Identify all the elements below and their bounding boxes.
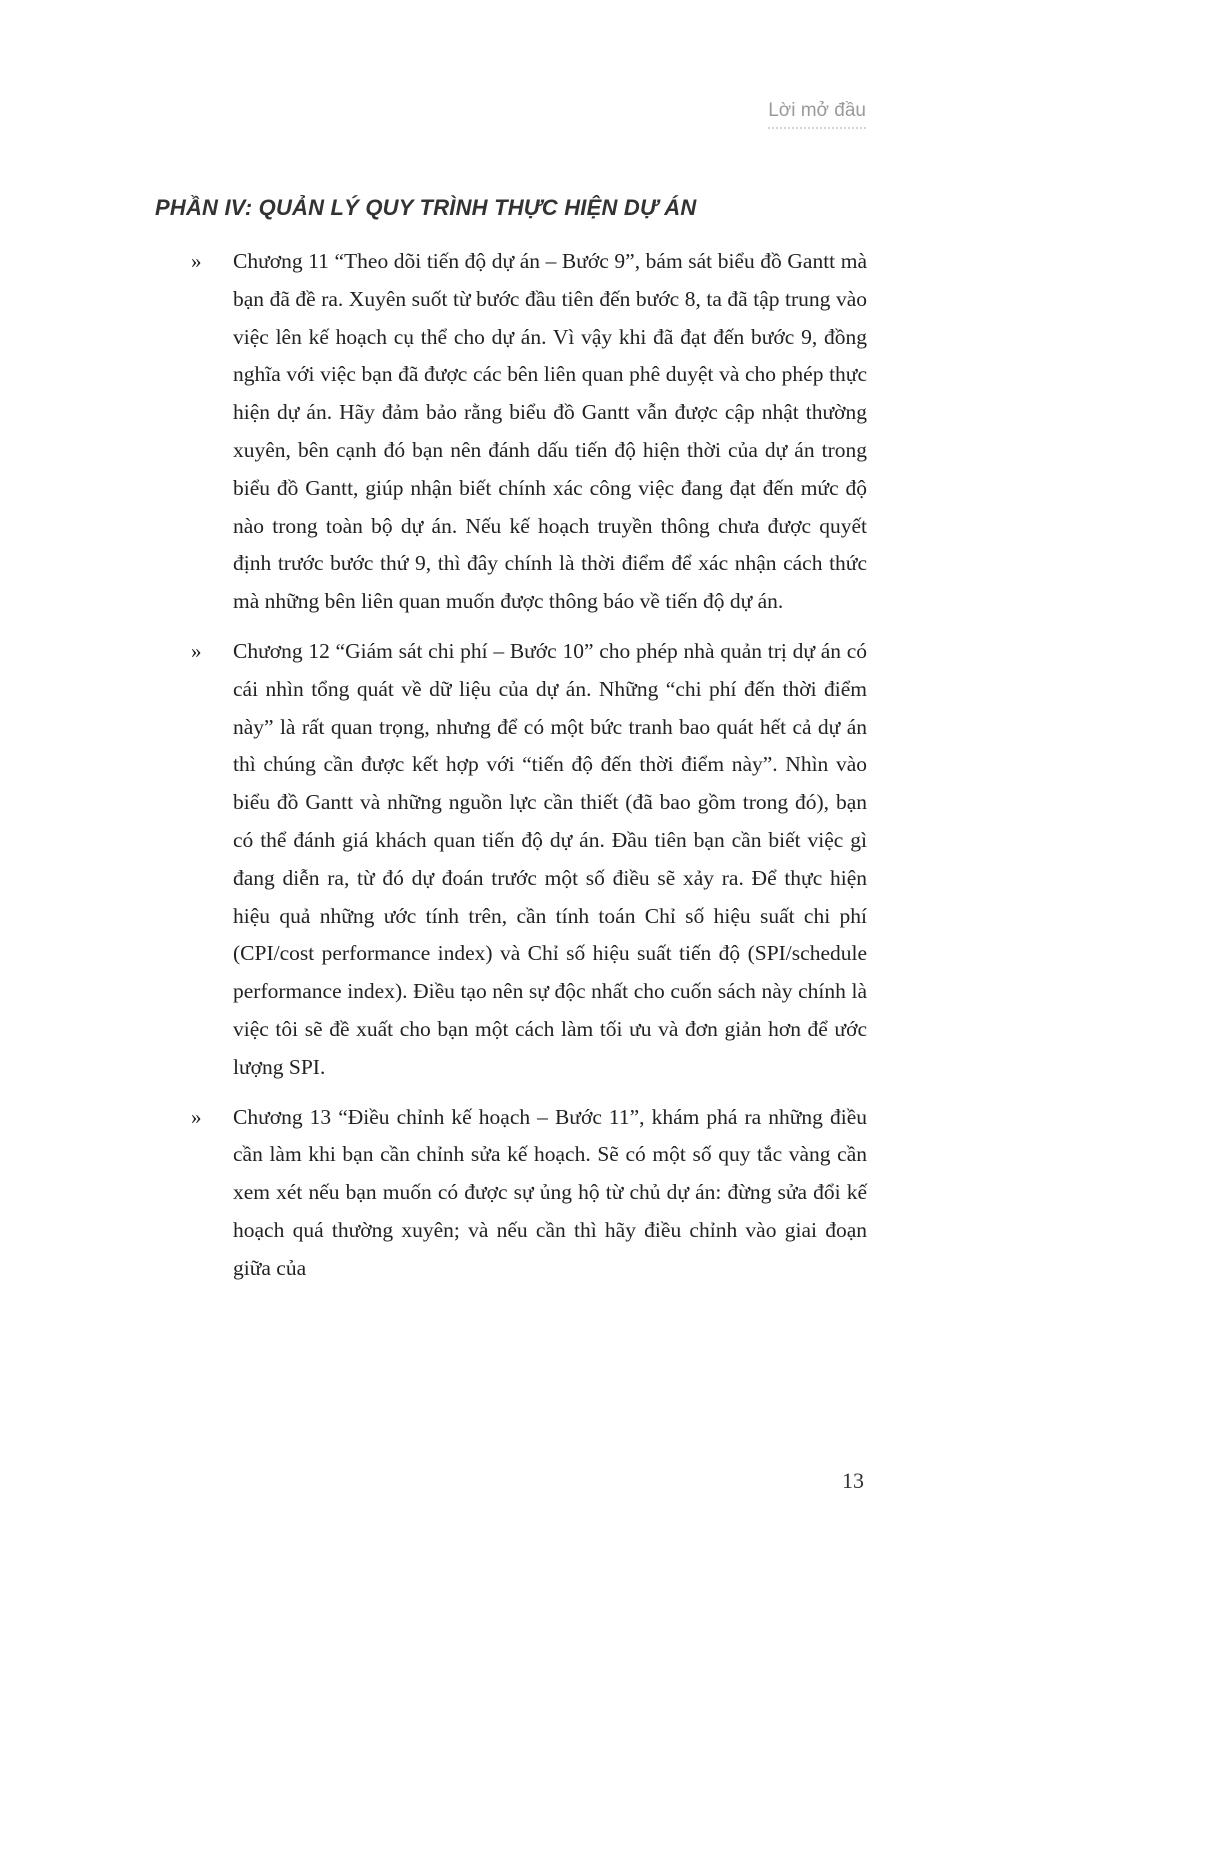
list-item	[191, 243, 867, 621]
section-heading: PHẦN IV: QUẢN LÝ QUY TRÌNH THỰC HIỆN DỰ ÁN	[155, 194, 697, 220]
list-item	[191, 1099, 867, 1288]
bullet-marker-icon: »	[191, 638, 202, 663]
page-number: 13	[842, 1468, 864, 1493]
bullet-marker-icon: »	[191, 249, 202, 273]
running-header: Lời mở đầu	[768, 100, 866, 129]
paragraph-chapter-11: Chương 11 “Theo dõi tiến độ dự án – Bước 9”, bám sát biểu đồ Gantt mà bạn đã đề ra. Xuyên suốt từ bước đầu tiên đến bước 8, ta đã tập trung vào việc lên kế hoạch cụ thể cho dự án. Vì vậy khi đã đạt đến bước 9, đồng nghĩa với việc bạn đã được các bên liên quan phê duyệt và cho phép thực hiện dự án. Hãy đảm bảo rằng biểu đồ Gantt vẫn được cập nhật thường xuyên, bên cạnh đó bạn nên đánh dấu tiến độ hiện thời của dự án trong biểu đồ Gantt, giúp nhận biết chính xác công việc đang đạt đến mức độ nào trong toàn bộ dự án. Nếu kế hoạch truyền thông chưa được quyết định trước bước thứ 9, thì đây chính là thời điểm để xác nhận cách thức mà những bên liên quan muốn được thông báo về tiến độ dự án.	[233, 249, 867, 614]
paragraph-chapter-13: Chương 13 “Điều chỉnh kế hoạch – Bước 11”, khám phá ra những điều cần làm khi bạn cần chỉnh sửa kế hoạch. Sẽ có một số quy tắc vàng cần xem xét nếu bạn muốn có được sự ủng hộ từ chủ dự án: đừng sửa đổi kế hoạch quá thường xuyên; và nếu cần thì hãy điều chỉnh vào giai đoạn giữa của	[233, 1104, 867, 1280]
bullet-marker-icon: »	[191, 1104, 202, 1129]
paragraph-chapter-12: Chương 12 “Giám sát chi phí – Bước 10” cho phép nhà quản trị dự án có cái nhìn tổng quát về dữ liệu của dự án. Những “chi phí đến thời điểm này” là rất quan trọng, nhưng để có một bức tranh bao quát hết cả dự án thì chúng cần được kết hợp với “tiến độ đến thời điểm này”. Nhìn vào biểu đồ Gantt và những nguồn lực cần thiết (đã bao gồm trong đó), bạn có thể đánh giá khách quan tiến độ dự án. Đầu tiên bạn cần biết việc gì đang diễn ra, từ đó dự đoán trước một số điều sẽ xảy ra. Để thực hiện hiệu quả những ước tính trên, cần tính toán Chỉ số hiệu suất chi phí (CPI/cost performance index) và Chỉ số hiệu suất tiến độ (SPI/schedule performance index). Điều tạo nên sự độc nhất cho cuốn sách này chính là việc tôi sẽ đề xuất cho bạn một cách làm tối ưu và đơn giản hơn để ước lượng SPI.	[233, 638, 867, 1079]
bullet-list	[191, 243, 867, 1300]
list-item	[191, 633, 867, 1087]
